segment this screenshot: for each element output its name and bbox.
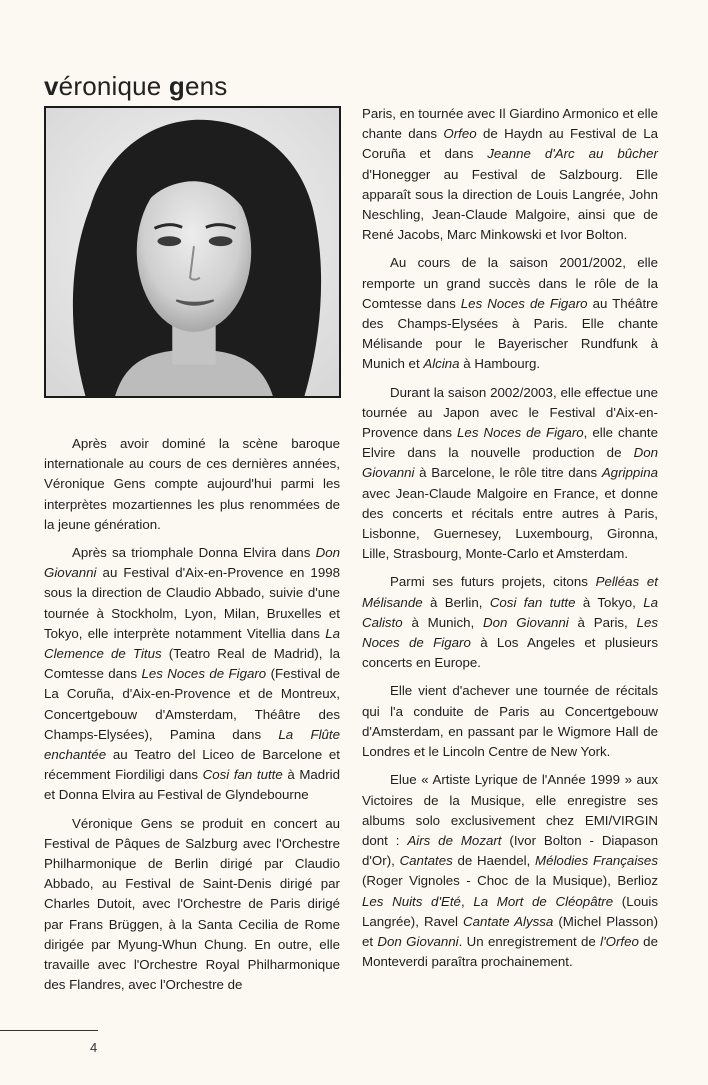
left-column xyxy=(44,434,340,1003)
paragraph: Paris, en tournée avec Il Giardino Armonico et elle chante dans Orfeo de Haydn au Festival de La Coruña et dans Jeanne d'Arc au bûcher d'Honegger au Festival de Salzbourg. Elle apparaît sous la direction de Louis Langrée, John Neschling, Jean-Claude Malgoire, ainsi que de René Jacobs, Marc Minkowski et Ivor Bolton. xyxy=(362,106,658,243)
footer-rule xyxy=(0,1030,98,1031)
paragraph: Au cours de la saison 2001/2002, elle remporte un grand succès dans le rôle de la Comtesse dans Les Noces de Figaro au Théâtre des Champs-Elysées à Paris. Elle chante Mélisande pour le Bayerischer Rundfunk à Munich et Alcina à Hambourg. xyxy=(362,255,658,372)
page-number: 4 xyxy=(90,1040,98,1055)
paragraph: Après sa triomphale Donna Elvira dans Don Giovanni au Festival d'Aix-en-Provence en 1998 sous la direction de Claudio Abbado, suivie d'une tournée à Stockholm, Lyon, Milan, Bruxelles et Tokyo, elle interprète notamment Vitellia dans La Clemence de Titus (Teatro Real de Madrid), la Comtesse dans Les Noces de Figaro (Festival de La Coruña, d'Aix-en-Provence et de Montreux, Concertgebouw d'Amsterdam, Théâtre des Champs-Elysées), Pamina dans La Flûte enchantée au Teatro del Liceo de Barcelone et récemment Fiordiligi dans Cosi fan tutte à Madrid et Donna Elvira au Festival de Glyndebourne xyxy=(44,545,341,803)
paragraph: Elue « Artiste Lyrique de l'Année 1999 » aux Victoires de la Musique, elle enregistre ses albums solo exclusivement chez EMI/VIRGIN dont : Airs de Mozart (Ivor Bolton - Diapason d'Or), Cantates de Haendel, Mélodies Françaises (Roger Vignoles - Choc de la Musique), Berlioz Les Nuits d'Eté, La Mort de Cléopâtre (Louis Langrée), Ravel Cantate Alyssa (Michel Plasson) et Don Giovanni. Un enregistrement de l'Orfeo de Monteverdi paraîtra prochainement. xyxy=(362,772,658,970)
right-column xyxy=(362,104,658,980)
portrait-photo xyxy=(44,106,341,398)
portrait-image xyxy=(46,108,339,396)
paragraph: Après avoir dominé la scène baroque internationale au cours de ces dernières années, Véronique Gens compte aujourd'hui parmi les interprètes mozartiennes les plus renommées de la jeune génération. xyxy=(44,436,340,532)
paragraph: Parmi ses futurs projets, citons Pelléas et Mélisande à Berlin, Cosi fan tutte à Tokyo, La Calisto à Munich, Don Giovanni à Paris, Les Noces de Figaro à Los Angeles et plusieurs concerts en Europe. xyxy=(362,574,659,671)
paragraph: Elle vient d'achever une tournée de récitals qui l'a conduite de Paris au Concertgebouw d'Amsterdam, en passant par le Wigmore Hall de Londres et le Lincoln Centre de New York. xyxy=(362,683,658,760)
paragraph: Durant la saison 2002/2003, elle effectue une tournée au Japon avec le Festival d'Aix-en-Provence dans Les Noces de Figaro, elle chante Elvire dans la nouvelle production de Don Giovanni à Barcelone, le rôle titre dans Agrippina avec Jean-Claude Malgoire en France, et donne des concerts et récitals entre autres à Paris, Lisbonne, Guernesey, Luxembourg, Gironna, Lille, Strasbourg, Monte-Carlo et Amsterdam. xyxy=(362,384,658,562)
paragraph: Véronique Gens se produit en concert au Festival de Pâques de Salzburg avec l'Orchestre Philharmonique de Berlin dirigé par Claudio Abbado, au Festival de Saint-Denis dirigé par Charles Dutoit, avec l'Orchestre de Paris dirigé par Frans Brüggen, à la Santa Cecilia de Rome dirigée par Myung-Whun Chung. En outre, elle travaille avec l'Orchestre Royal Philharmonique des Flandres, avec l'Orchestre de xyxy=(44,815,340,993)
page-title: véronique gens xyxy=(44,71,228,101)
